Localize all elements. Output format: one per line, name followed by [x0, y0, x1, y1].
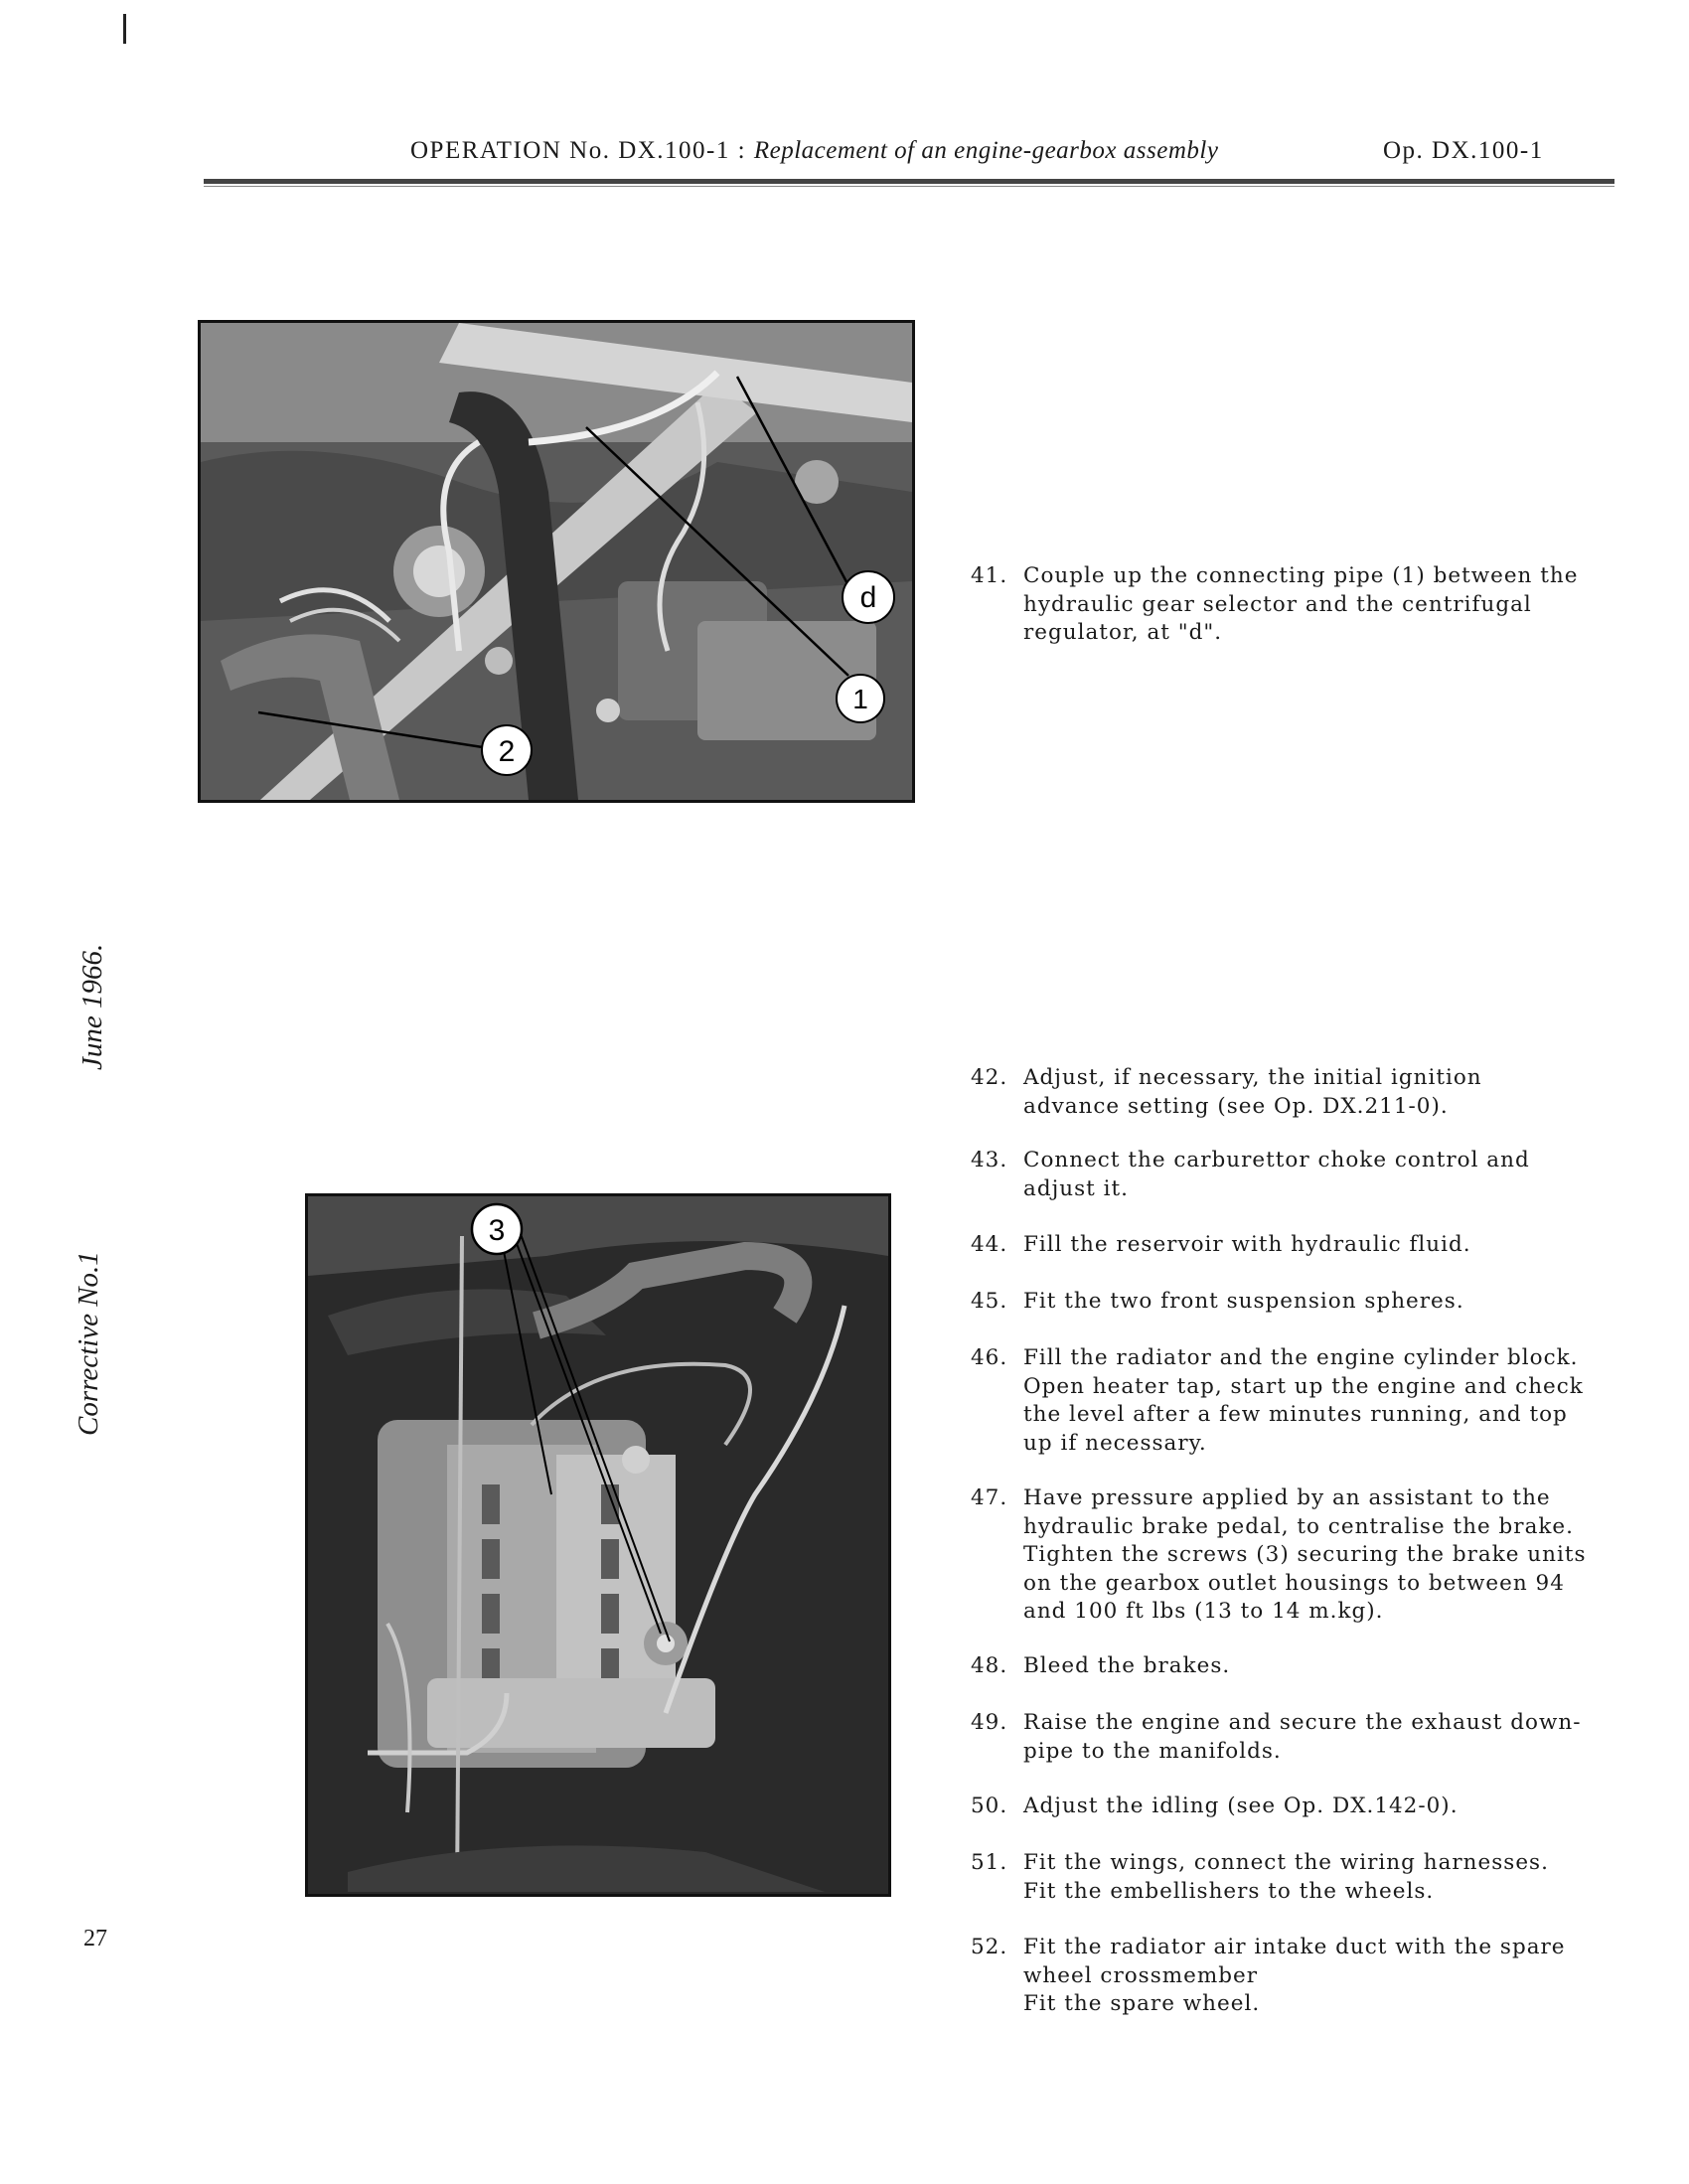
- step-number: 44.: [971, 1232, 1008, 1257]
- step-text: Fit the radiator air intake duct with the spare wheel crossmember Fit the spare wheel.: [1023, 1935, 1566, 2016]
- step-number: 47.: [971, 1485, 1008, 1510]
- step-text: Fit the wings, connect the wiring harnesses. Fit the embellishers to the wheels.: [1023, 1850, 1549, 1904]
- step-text: Fit the two front suspension spheres.: [1023, 1289, 1464, 1314]
- step-44: [971, 1231, 1616, 1260]
- side-corrective: Corrective No.1: [73, 1251, 104, 1436]
- step-text: Adjust the idling (see Op. DX.142-0).: [1023, 1794, 1459, 1818]
- step-text: Fill the reservoir with hydraulic fluid.: [1023, 1232, 1471, 1257]
- step-text: Have pressure applied by an assistant to the hydraulic brake pedal, to centralise the brake. Tighten the screws (3) securing the brake units on the gearbox outlet housings to between 94 and 100 ft lbs (13 to 14 m.kg).: [1023, 1485, 1587, 1624]
- step-52: [971, 1934, 1616, 2019]
- callout-3: 3: [488, 1214, 506, 1247]
- step-text: Couple up the connecting pipe (1) between the hydraulic gear selector and the centrifugal regulator, at "d".: [1023, 563, 1579, 645]
- operation-label: OPERATION No. DX.100-1 :: [410, 137, 747, 164]
- margin-tick-mark: [123, 14, 126, 44]
- step-number: 42.: [971, 1065, 1008, 1090]
- step-51: [971, 1849, 1616, 1906]
- header-rule-thin: [204, 186, 1614, 187]
- figure-engine-pipework-photo: [198, 320, 915, 803]
- step-number: 48.: [971, 1653, 1008, 1678]
- step-43: [971, 1147, 1616, 1203]
- step-text: Adjust, if necessary, the initial ignition advance setting (see Op. DX.211-0).: [1023, 1065, 1482, 1119]
- step-46: [971, 1344, 1616, 1458]
- step-number: 51.: [971, 1850, 1008, 1875]
- step-number: 46.: [971, 1345, 1008, 1370]
- step-text: Bleed the brakes.: [1023, 1653, 1231, 1678]
- operation-title: Replacement of an engine-gearbox assembly: [753, 137, 1219, 164]
- step-47: [971, 1484, 1616, 1627]
- step-41: [971, 562, 1616, 648]
- side-date: June 1966.: [77, 943, 108, 1070]
- step-49: [971, 1709, 1616, 1766]
- step-number: 45.: [971, 1289, 1008, 1314]
- step-42: [971, 1064, 1616, 1121]
- step-number: 50.: [971, 1794, 1008, 1818]
- step-number: 52.: [971, 1935, 1008, 1959]
- step-48: [971, 1652, 1616, 1681]
- callout-1: 1: [852, 684, 868, 714]
- step-number: 49.: [971, 1710, 1008, 1735]
- step-45: [971, 1288, 1616, 1317]
- page-number: 27: [83, 1926, 107, 1951]
- step-text: Fill the radiator and the engine cylinder block. Open heater tap, start up the engine and check the level after a few minutes running, and top up if necessary.: [1023, 1345, 1584, 1456]
- step-50: [971, 1793, 1616, 1821]
- operation-reference: Op. DX.100-1: [1383, 137, 1544, 164]
- running-header: [410, 137, 1218, 165]
- header-rule: [204, 179, 1614, 184]
- step-number: 41.: [971, 563, 1008, 588]
- step-text: Raise the engine and secure the exhaust down- pipe to the manifolds.: [1023, 1710, 1582, 1764]
- step-text: Connect the carburettor choke control and adjust it.: [1023, 1148, 1530, 1201]
- callout-d: d: [859, 581, 877, 614]
- step-number: 43.: [971, 1148, 1008, 1172]
- figure-brake-unit-photo: [305, 1193, 891, 1897]
- callout-2: 2: [498, 735, 516, 768]
